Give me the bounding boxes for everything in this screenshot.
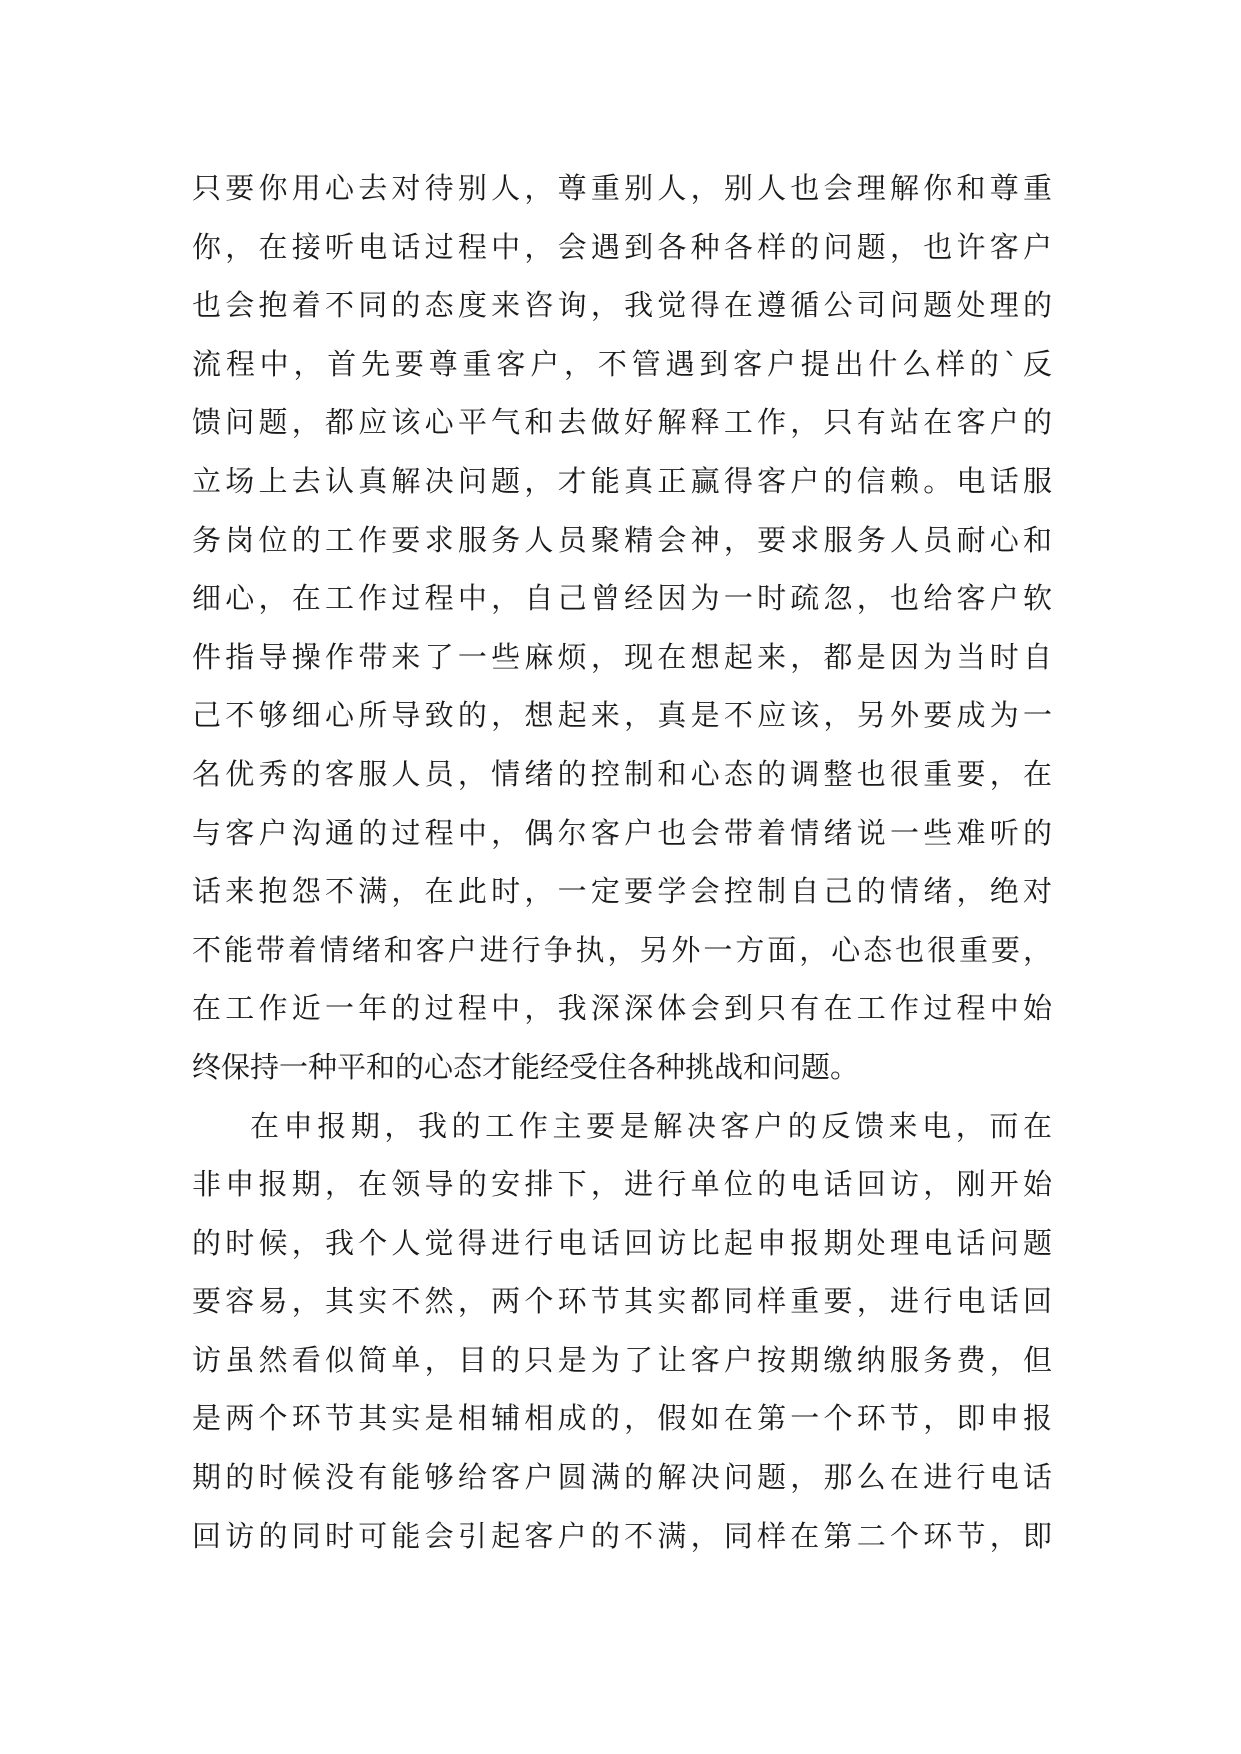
text-line: 要容易，其实不然，两个环节其实都同样重要，进行电话回	[192, 1284, 1052, 1319]
text-line: 也会抱着不同的态度来咨询，我觉得在遵循公司问题处理的	[192, 288, 1052, 323]
text-line: 终保持一种平和的心态才能经受住各种挑战和问题。	[192, 1049, 860, 1084]
text-line: 的时候，我个人觉得进行电话回访比起申报期处理电话问题	[192, 1225, 1052, 1260]
text-line: 非申报期，在领导的安排下，进行单位的电话回访，刚开始	[192, 1167, 1052, 1202]
text-line: 流程中，首先要尊重客户，不管遇到客户提出什么样的`反	[192, 346, 1052, 381]
text-line: 只要你用心去对待别人，尊重别人，别人也会理解你和尊重	[192, 171, 1052, 205]
text-line: 不能带着情绪和客户进行争执，另外一方面，心态也很重要，	[192, 932, 1052, 967]
text-line: 期的时候没有能够给客户圆满的解决问题，那么在进行电话	[192, 1460, 1052, 1495]
text-line: 馈问题，都应该心平气和去做好解释工作，只有站在客户的	[192, 405, 1052, 440]
text-line: 与客户沟通的过程中，偶尔客户也会带着情绪说一些难听的	[192, 815, 1052, 850]
text-line: 话来抱怨不满，在此时，一定要学会控制自己的情绪，绝对	[192, 874, 1052, 909]
text-line: 你，在接听电话过程中，会遇到各种各样的问题，也许客户	[192, 229, 1052, 264]
text-line: 立场上去认真解决问题，才能真正赢得客户的信赖。电话服	[192, 463, 1052, 498]
text-line: 件指导操作带来了一些麻烦，现在想起来，都是因为当时自	[192, 639, 1052, 674]
text-line: 访虽然看似简单，目的只是为了让客户按期缴纳服务费，但	[192, 1342, 1052, 1377]
text-line: 细心，在工作过程中，自己曾经因为一时疏忽，也给客户软	[192, 581, 1052, 616]
paragraph	[192, 159, 1052, 1097]
text-line: 名优秀的客服人员，情绪的控制和心态的调整也很重要，在	[192, 756, 1052, 791]
text-line: 己不够细心所导致的，想起来，真是不应该，另外要成为一	[192, 698, 1052, 733]
text-line: 是两个环节其实是相辅相成的，假如在第一个环节，即申报	[192, 1401, 1052, 1436]
text-line: 回访的同时可能会引起客户的不满，同样在第二个环节，即	[192, 1518, 1052, 1553]
body-text	[192, 159, 1052, 1565]
text-line: 在工作近一年的过程中，我深深体会到只有在工作过程中始	[192, 991, 1052, 1026]
text-line: 务岗位的工作要求服务人员聚精会神，要求服务人员耐心和	[192, 522, 1052, 557]
text-line: 在申报期，我的工作主要是解决客户的反馈来电，而在	[250, 1108, 1052, 1143]
paragraph	[192, 1097, 1052, 1566]
